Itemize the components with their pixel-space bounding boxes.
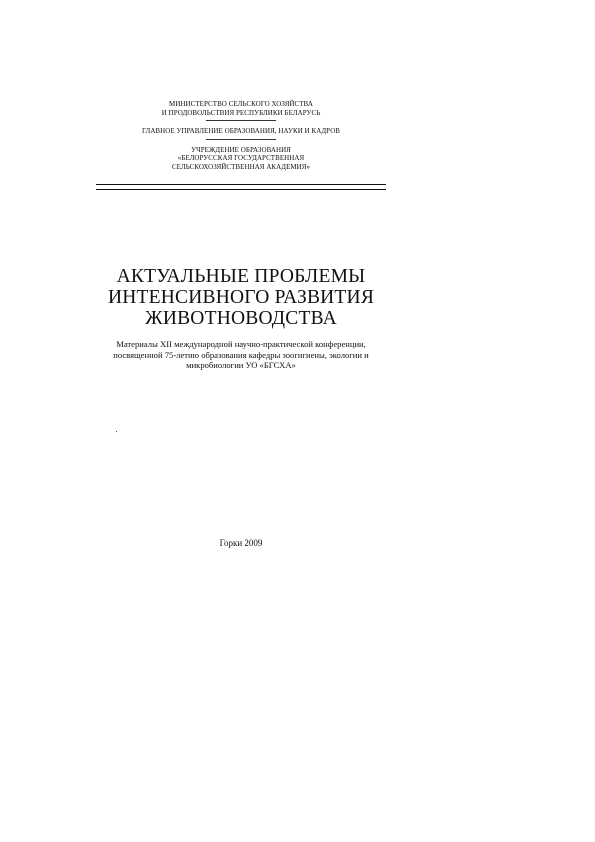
header-double-rule: [96, 184, 386, 190]
header-divider-2: [206, 139, 276, 140]
title-line-3: ЖИВОТНОВОДСТВА: [145, 308, 337, 329]
publisher-header: [96, 100, 386, 171]
document-subtitle: [70, 339, 412, 371]
title-line-1: АКТУАЛЬНЫЕ ПРОБЛЕМЫ: [116, 266, 366, 287]
institution-line-3: СЕЛЬСКОХОЗЯЙСТВЕННАЯ АКАДЕМИЯ»: [171, 162, 311, 171]
header-divider-1: [206, 120, 276, 121]
document-title: [70, 266, 412, 329]
subtitle-line-3: микробиологии УО «БГСХА»: [186, 360, 296, 370]
subtitle-line-2: посвященной 75-летию образования кафедры зоогигиены, экологии и: [113, 349, 369, 360]
subtitle-line-1: Материалы XII международной научно-практической конференции,: [116, 339, 366, 349]
stray-dot: [116, 431, 117, 432]
title-line-2: ИНТЕНСИВНОГО РАЗВИТИЯ: [107, 287, 375, 308]
institution-line-1: УЧРЕЖДЕНИЕ ОБРАЗОВАНИЯ: [191, 145, 291, 154]
ministry-line-2: И ПРОДОВОЛЬСТВИЯ РЕСПУБЛИКИ БЕЛАРУСЬ: [161, 108, 321, 117]
ministry-line-1: МИНИСТЕРСТВО СЕЛЬСКОГО ХОЗЯЙСТВА: [169, 100, 313, 108]
department-line: ГЛАВНОЕ УПРАВЛЕНИЕ ОБРАЗОВАНИЯ, НАУКИ И КАДРОВ: [141, 127, 341, 135]
institution-line-2: «БЕЛОРУССКАЯ ГОСУДАРСТВЕННАЯ: [177, 154, 305, 162]
imprint-place-year: Горки 2009: [219, 538, 263, 548]
